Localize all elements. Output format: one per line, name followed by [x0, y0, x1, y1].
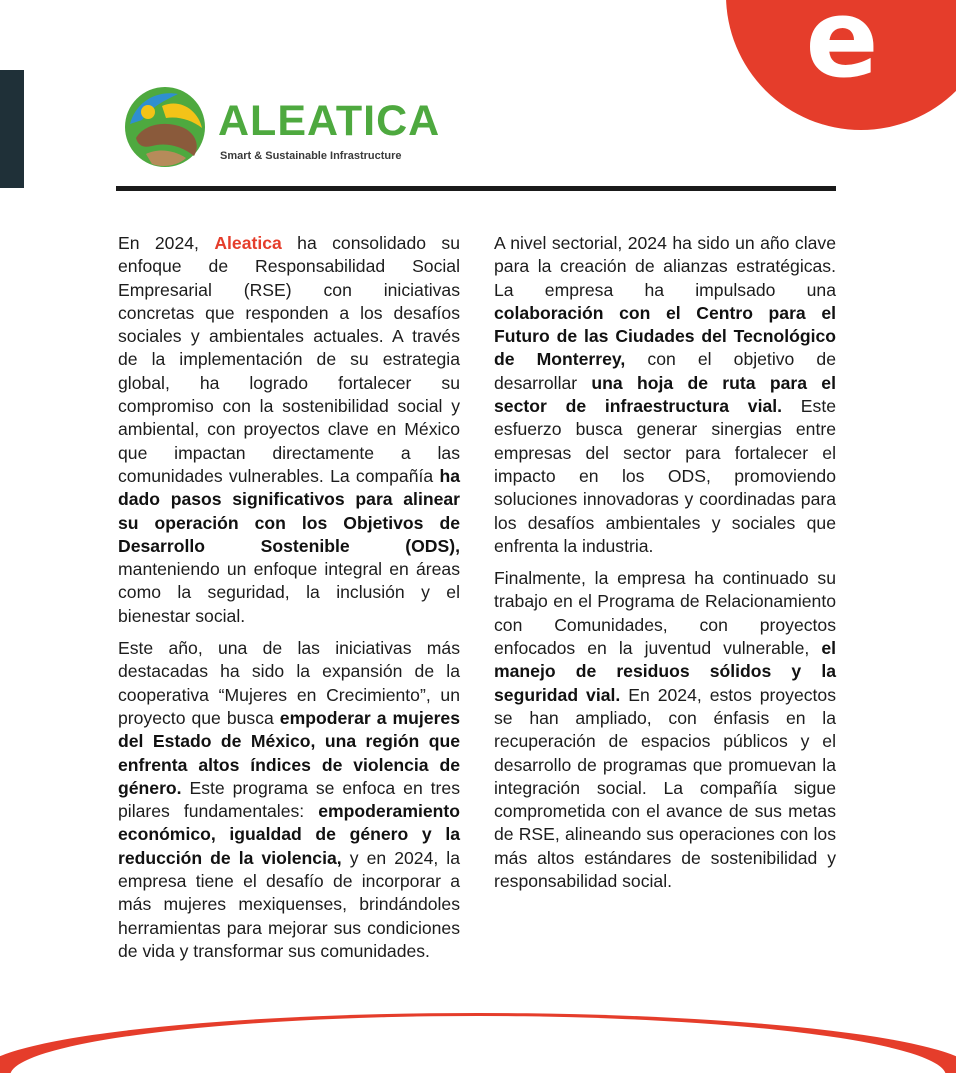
- paragraph-2: Este año, una de las iniciativas más destacadas ha sido la expansión de la cooperativa “Mujeres en Crecimiento”, un proyecto que busca empoderar a mujeres del Estado de México, una región que enfrenta altos índices de violencia de género. Este programa se enfoca en tres pilares fundamentales: empoderamiento económico, igualdad de género y la reducción de la violencia, y en 2024, la empresa tiene el desafío de incorporar a más mujeres mexiquenses, brindándoles herramientas para mejorar sus condiciones de vida y transformar sus comunidades.: [118, 638, 460, 961]
- bottom-curve-mask: [10, 1016, 946, 1076]
- logo-wordmark: ALEATICA: [218, 97, 441, 145]
- side-tab-marker: [0, 70, 24, 188]
- brand-name: Aleatica: [214, 233, 282, 253]
- corner-badge-letter: e: [805, 0, 879, 102]
- aleatica-logo: [122, 84, 442, 170]
- corner-badge: [726, 0, 956, 130]
- article-column-right: [494, 232, 836, 902]
- paragraph-1: En 2024, Aleatica ha consolidado su enfoque de Responsabilidad Social Empresarial (RSE) con iniciativas concretas que responden a los desafíos sociales y ambientales actuales. A través de la implementación de su estrategia global, ha logrado fortalecer su compromiso con la sostenibilidad social y ambiental, con proyectos clave en México que impactan directamente a las comunidades vulnerables. La compañía ha dado pasos significativos para alinear su operación con los Objetivos de Desarrollo Sostenible (ODS), manteniendo un enfoque integral en áreas como la seguridad, la inclusión y el bienestar social.: [118, 233, 460, 626]
- paragraph-3: A nivel sectorial, 2024 ha sido un año clave para la creación de alianzas estratégicas. La empresa ha impulsado una colaboración con el Centro para el Futuro de las Ciudades del Tecnológico de Monterrey, con el objetivo de desarrollar una hoja de ruta para el sector de infraestructura vial. Este esfuerzo busca generar sinergias entre empresas del sector para fortalecer el impacto en los ODS, promoviendo soluciones innovadoras y coordinadas para los desafíos ambientales y sociales que enfrenta la industria.: [494, 233, 836, 556]
- header-rule: [116, 186, 836, 191]
- aleatica-logo-icon: [122, 84, 208, 170]
- article-column-left: [118, 232, 460, 972]
- paragraph-4: Finalmente, la empresa ha continuado su trabajo en el Programa de Relacionamiento con Comunidades, con proyectos enfocados en la juventud vulnerable, el manejo de residuos sólidos y la seguridad vial. En 2024, estos proyectos se han ampliado, con énfasis en la recuperación de espacios públicos y el desarrollo de programas que promuevan la integración social. La compañía sigue comprometida con el avance de sus metas de RSE, alineando sus operaciones con los más altos estándares de sostenibilidad y responsabilidad social.: [494, 568, 836, 892]
- logo-tagline: Smart & Sustainable Infrastructure: [220, 150, 402, 162]
